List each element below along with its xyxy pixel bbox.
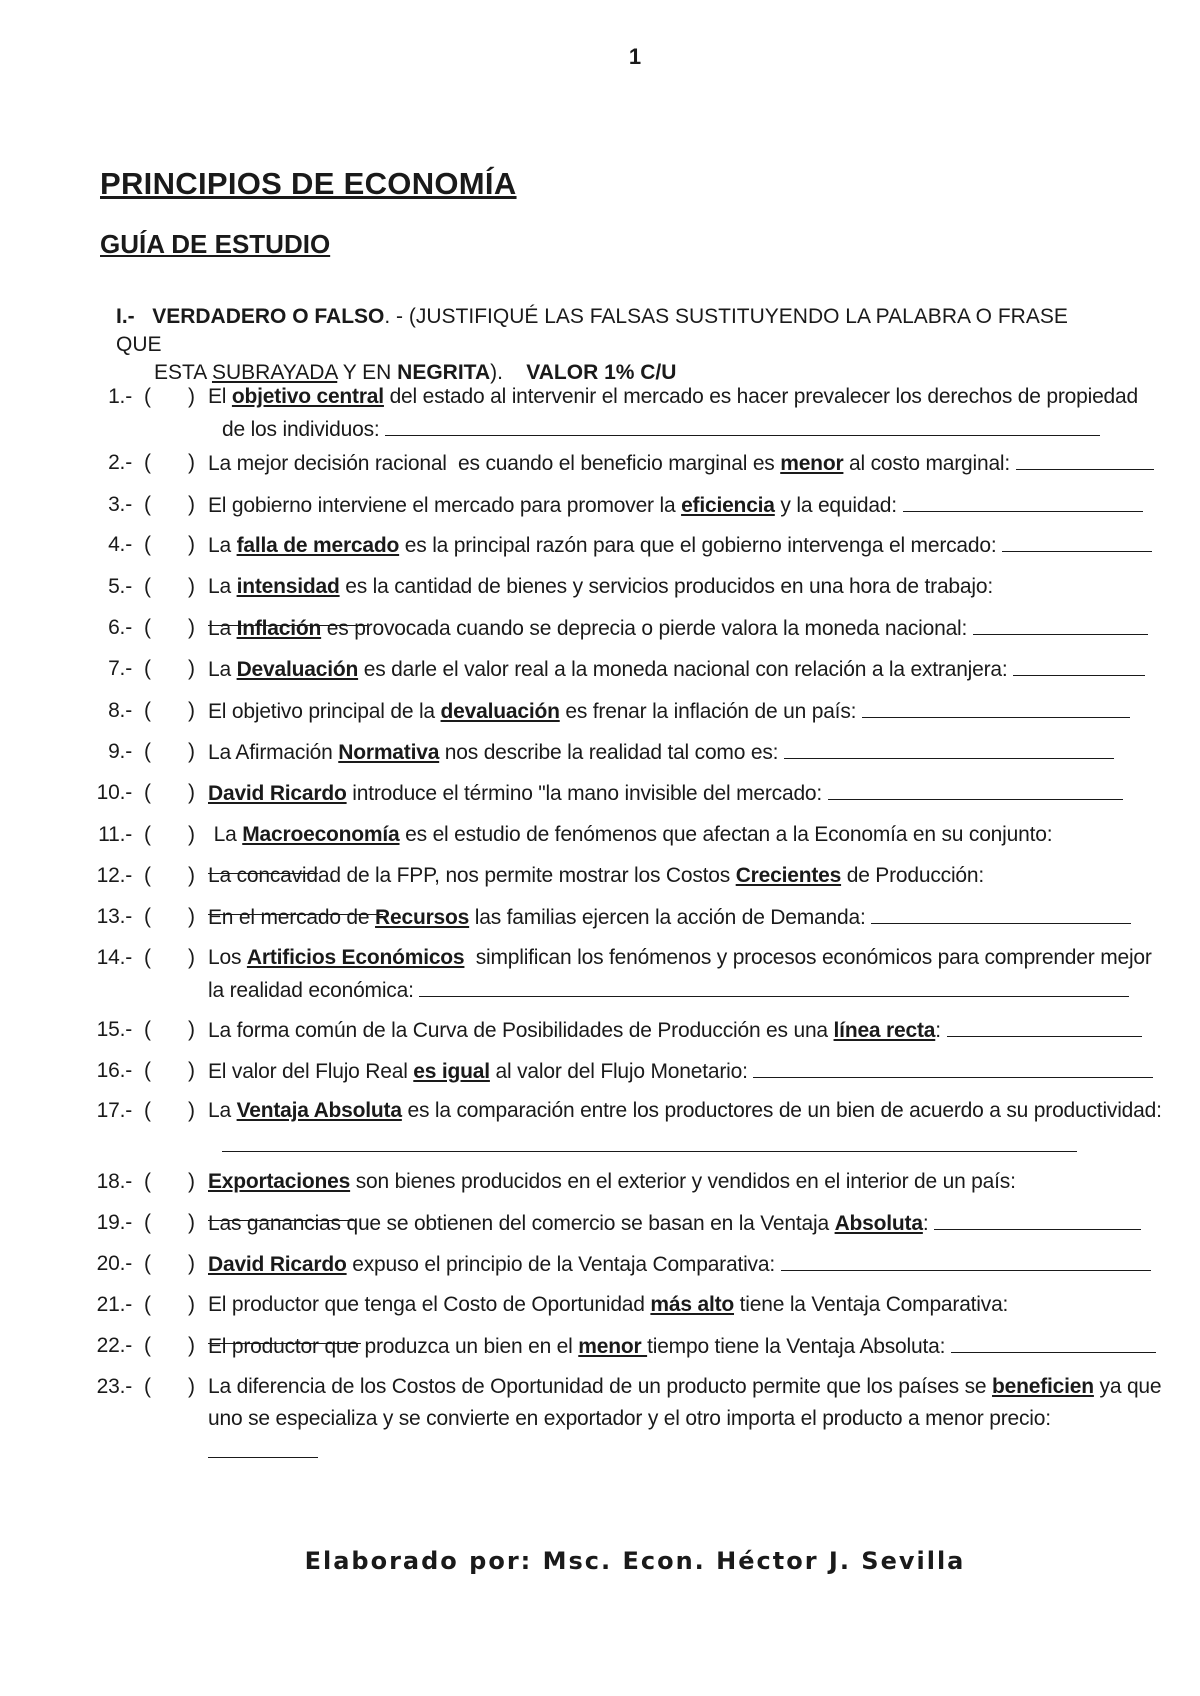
paren-close: )	[188, 946, 195, 969]
answer-blank[interactable]	[951, 1330, 1156, 1353]
paren-open: (	[144, 385, 151, 408]
paren-close: )	[188, 451, 195, 474]
instructions-bold: NEGRITA	[397, 361, 491, 384]
answer-blank[interactable]	[1002, 529, 1152, 552]
answer-blank[interactable]	[871, 901, 1131, 924]
question-number: 3.-	[108, 493, 132, 516]
question-text-post: las familias ejercen la acción de Demanda:	[469, 906, 866, 929]
paren-close: )	[188, 1099, 195, 1122]
question-number: 10.-	[96, 781, 132, 804]
question-text-pre: El objetivo principal de la	[208, 700, 441, 723]
question-number: 7.-	[108, 657, 132, 680]
paren-close: )	[188, 657, 195, 680]
question-text-post: introduce el término "la mano invisible del mercado:	[346, 782, 823, 805]
answer-blank[interactable]	[973, 612, 1148, 635]
question-number: 15.-	[96, 1018, 132, 1041]
question-text-pre: La	[208, 575, 237, 598]
question-text-pre: El productor que produzca un bien en el	[208, 1335, 579, 1358]
question-text	[208, 1330, 1158, 1363]
question-number: 11.-	[98, 823, 132, 846]
question-text-pre: La forma común de la Curva de Posibilidades de Producción es una	[208, 1019, 834, 1042]
paren-open: (	[144, 740, 151, 763]
key-term: Inflación	[236, 617, 322, 640]
key-term: más alto	[650, 1293, 735, 1316]
paren-close: )	[188, 1170, 195, 1193]
paren-open: (	[144, 699, 151, 722]
question-number: 2.-	[108, 451, 132, 474]
point-value: VALOR 1% C/U	[526, 361, 677, 384]
question-number: 23.-	[96, 1375, 132, 1398]
paren-close: )	[188, 864, 195, 887]
answer-box[interactable]	[144, 489, 194, 521]
paren-close: )	[188, 385, 195, 408]
paren-close: )	[188, 1059, 195, 1082]
question-number: 5.-	[108, 575, 132, 598]
document-subtitle: GUÍA DE ESTUDIO	[100, 229, 331, 259]
answer-box[interactable]	[144, 901, 194, 933]
question-text-pre: El	[208, 385, 232, 408]
question-text	[208, 901, 1158, 934]
paren-close: )	[188, 616, 195, 639]
question-number: 18.-	[96, 1170, 132, 1193]
answer-blank[interactable]	[903, 489, 1143, 512]
paren-open: (	[144, 1293, 151, 1316]
answer-box[interactable]	[144, 1055, 194, 1087]
paren-open: (	[144, 946, 151, 969]
question-text-cont: uno se especializa y se convierte en exportador y el otro importa el producto a menor precio:	[208, 1407, 1051, 1430]
key-term: intensidad	[236, 575, 340, 598]
question-text-post: es la principal razón para que el gobierno intervenga el mercado:	[399, 534, 997, 557]
key-term: eficiencia	[681, 494, 775, 517]
question-number: 22.-	[96, 1334, 132, 1357]
key-term: falla de mercado	[236, 534, 400, 557]
question-text-pre: Las ganancias que se obtienen del comercio se basan en la Ventaja	[208, 1212, 835, 1235]
question-number: 9.-	[108, 740, 132, 763]
paren-open: (	[144, 823, 151, 846]
answer-blank[interactable]	[385, 413, 1100, 436]
key-term: menor	[780, 452, 844, 475]
question-number: 4.-	[108, 533, 132, 556]
key-term: David Ricardo	[208, 782, 347, 805]
question-text-post: simplifican los fenómenos y procesos económicos para comprender mejor	[464, 946, 1152, 969]
question-text-post: :	[922, 1212, 929, 1235]
question-text-post: es darle el valor real a la moneda nacional con relación a la extranjera:	[358, 658, 1008, 681]
question-text-pre: La	[208, 1099, 237, 1122]
paren-close: )	[188, 533, 195, 556]
answer-blank[interactable]	[753, 1055, 1153, 1078]
key-term: beneficien	[992, 1375, 1094, 1398]
answer-box[interactable]	[144, 860, 194, 892]
instructions-part-b: ESTA	[154, 361, 212, 384]
question-text	[208, 1095, 1162, 1152]
key-term: menor	[578, 1335, 648, 1358]
question-text-post: del estado al intervenir el mercado es hacer prevalecer los derechos de propiedad	[383, 385, 1138, 408]
question-number: 13.-	[96, 905, 132, 928]
paren-open: (	[144, 1334, 151, 1357]
answer-box[interactable]	[144, 695, 194, 727]
paren-close: )	[188, 905, 195, 928]
question-text-pre: La	[208, 534, 237, 557]
answer-box[interactable]	[144, 777, 194, 809]
question-text-pre: La diferencia de los Costos de Oportunidad de un producto permite que los países se	[208, 1375, 993, 1398]
paren-open: (	[144, 657, 151, 680]
question-number: 20.-	[96, 1252, 132, 1275]
question-text-post: es la comparación entre los productores de un bien de acuerdo a su productividad:	[401, 1099, 1162, 1122]
paren-close: )	[188, 493, 195, 516]
question-text	[208, 1014, 1158, 1047]
question-text	[208, 653, 1158, 686]
question-text-post: tiempo tiene la Ventaja Absoluta:	[647, 1335, 946, 1358]
question-number: 1.-	[108, 385, 132, 408]
question-text-post: es frenar la inflación de un país:	[559, 700, 857, 723]
question-text	[208, 942, 1158, 1007]
question-text	[208, 529, 1158, 562]
key-term: línea recta	[833, 1019, 936, 1042]
page-number: 1	[628, 44, 642, 69]
question-text-post: al valor del Flujo Monetario:	[489, 1060, 748, 1083]
paren-open: (	[144, 781, 151, 804]
paren-open: (	[144, 1018, 151, 1041]
paren-close: )	[188, 740, 195, 763]
answer-box[interactable]	[144, 1248, 194, 1280]
question-number: 16.-	[96, 1059, 132, 1082]
question-text-post: al costo marginal:	[843, 452, 1011, 475]
paren-open: (	[144, 864, 151, 887]
author-credit: Elaborado por: Msc. Econ. Héctor J. Sevilla	[304, 1547, 966, 1575]
question-text-cont: de los individuos:	[222, 418, 380, 441]
answer-blank[interactable]	[784, 736, 1114, 759]
question-text-post: tiene la Ventaja Comparativa:	[734, 1293, 1009, 1316]
answer-box[interactable]	[144, 1014, 194, 1046]
question-text-continued	[208, 974, 1158, 1007]
key-term: Recursos	[375, 906, 470, 929]
question-text-post: nos describe la realidad tal como es:	[439, 741, 779, 764]
section-heading: VERDADERO O FALSO	[152, 305, 385, 328]
question-text	[208, 1248, 1158, 1281]
question-text-post: son bienes producidos en el exterior y vendidos en el interior de un país:	[350, 1170, 1016, 1193]
key-term: Exportaciones	[208, 1170, 351, 1193]
answer-blank[interactable]	[1013, 653, 1145, 676]
key-term: Macroeconomía	[242, 823, 400, 846]
answer-box[interactable]	[144, 612, 194, 644]
paren-open: (	[144, 575, 151, 598]
paren-close: )	[188, 1334, 195, 1357]
answer-box[interactable]	[144, 1166, 194, 1198]
answer-blank[interactable]	[934, 1207, 1141, 1230]
question-text	[208, 1055, 1158, 1088]
question-text-post: es la cantidad de bienes y servicios producidos en una hora de trabajo:	[339, 575, 993, 598]
question-text-pre: La concavidad de la FPP, nos permite mostrar los Costos	[208, 864, 736, 887]
paren-close: )	[188, 1211, 195, 1234]
answer-blank[interactable]	[208, 1435, 318, 1458]
question-text-post: es el estudio de fenómenos que afectan a la Economía en su conjunto:	[399, 823, 1053, 846]
question-number: 8.-	[108, 699, 132, 722]
paren-open: (	[144, 1375, 151, 1398]
answer-blank[interactable]	[1016, 447, 1154, 470]
paren-open: (	[144, 1099, 151, 1122]
question-text-cont: la realidad económica:	[208, 979, 414, 1002]
paren-open: (	[144, 493, 151, 516]
question-text-pre: La	[208, 823, 243, 846]
question-text	[208, 612, 1158, 645]
key-term: Devaluación	[236, 658, 359, 681]
answer-box[interactable]	[144, 529, 194, 561]
question-number: 14.-	[96, 946, 132, 969]
paren-close: )	[188, 1252, 195, 1275]
answer-box[interactable]	[144, 447, 194, 479]
answer-box[interactable]	[144, 1289, 194, 1321]
paren-open: (	[144, 533, 151, 556]
question-text-post: y la equidad:	[774, 494, 897, 517]
paren-open: (	[144, 451, 151, 474]
question-number: 12.-	[96, 864, 132, 887]
answer-box[interactable]	[144, 1371, 194, 1403]
question-text	[208, 1207, 1158, 1240]
question-text-pre: La Afirmación	[208, 741, 339, 764]
document-title: PRINCIPIOS DE ECONOMÍA	[100, 166, 517, 201]
question-text-post: de Producción:	[841, 864, 985, 887]
key-term: Artificios Económicos	[246, 946, 465, 969]
answer-box[interactable]	[144, 381, 194, 413]
question-text	[208, 1371, 1162, 1468]
answer-box[interactable]	[144, 653, 194, 685]
answer-blank[interactable]	[947, 1014, 1142, 1037]
question-text	[208, 381, 1158, 446]
answer-blank[interactable]	[781, 1248, 1151, 1271]
paren-close: )	[188, 575, 195, 598]
answer-box[interactable]	[144, 942, 194, 974]
answer-box[interactable]	[144, 1330, 194, 1362]
paren-open: (	[144, 1170, 151, 1193]
paren-open: (	[144, 1252, 151, 1275]
paren-open: (	[144, 616, 151, 639]
key-term: Crecientes	[735, 864, 842, 887]
question-number: 21.-	[96, 1293, 132, 1316]
question-text-pre: El valor del Flujo Real	[208, 1060, 414, 1083]
answer-blank[interactable]	[222, 1129, 1077, 1152]
instructions-part-d: ).	[490, 361, 503, 384]
paren-close: )	[188, 781, 195, 804]
paren-open: (	[144, 1059, 151, 1082]
key-term: Absoluta	[834, 1212, 923, 1235]
question-text	[208, 447, 1158, 480]
answer-box[interactable]	[144, 1207, 194, 1239]
question-number: 17.-	[96, 1099, 132, 1122]
question-text	[208, 777, 1158, 810]
answer-box[interactable]	[144, 571, 194, 603]
paren-close: )	[188, 699, 195, 722]
answer-box[interactable]	[144, 819, 194, 851]
question-text-pre: En el mercado de	[208, 906, 376, 929]
paren-open: (	[144, 1211, 151, 1234]
paren-close: )	[188, 1018, 195, 1041]
question-text-pre: La mejor decisión racional es cuando el beneficio marginal es	[208, 452, 781, 475]
answer-blank[interactable]	[828, 777, 1123, 800]
question-text-continued	[208, 413, 1158, 446]
paren-open: (	[144, 905, 151, 928]
question-number: 6.-	[108, 616, 132, 639]
question-text-post: es provocada cuando se deprecia o pierde valora la moneda nacional:	[321, 617, 968, 640]
key-term: Normativa	[338, 741, 440, 764]
question-text-pre: La	[208, 617, 237, 640]
instructions-part-c: Y EN	[337, 361, 398, 384]
section-numeral: I.-	[116, 305, 135, 328]
question-number: 19.-	[96, 1211, 132, 1234]
question-text-pre: El gobierno interviene el mercado para promover la	[208, 494, 682, 517]
instructions-part-a: . - (JUSTIFIQUÉ LAS FALSAS SUSTITUYENDO LA PALABRA O FRASE QUE	[116, 305, 1068, 356]
key-term: objetivo central	[231, 385, 384, 408]
key-term: es igual	[413, 1060, 490, 1083]
paren-close: )	[188, 1293, 195, 1316]
answer-blank[interactable]	[862, 695, 1130, 718]
question-text-post: ya que	[1093, 1375, 1162, 1398]
answer-box[interactable]	[144, 1095, 194, 1127]
question-text-pre: Los	[208, 946, 247, 969]
question-text-pre: La	[208, 658, 237, 681]
key-term: Ventaja Absoluta	[236, 1099, 402, 1122]
answer-blank[interactable]	[419, 974, 1129, 997]
key-term: devaluación	[440, 700, 560, 723]
paren-close: )	[188, 1375, 195, 1398]
question-text	[208, 736, 1158, 769]
question-text-continued	[208, 1403, 1158, 1468]
question-text-post: :	[935, 1019, 941, 1042]
paren-close: )	[188, 823, 195, 846]
question-text	[208, 695, 1158, 728]
question-text-post: expuso el principio de la Ventaja Comparativa:	[346, 1253, 775, 1276]
question-text-pre: El productor que tenga el Costo de Oportunidad	[208, 1293, 651, 1316]
answer-box[interactable]	[144, 736, 194, 768]
question-text	[208, 489, 1158, 522]
instructions-underlined: SUBRAYADA	[211, 361, 338, 384]
section-instructions	[116, 303, 1116, 387]
key-term: David Ricardo	[208, 1253, 347, 1276]
